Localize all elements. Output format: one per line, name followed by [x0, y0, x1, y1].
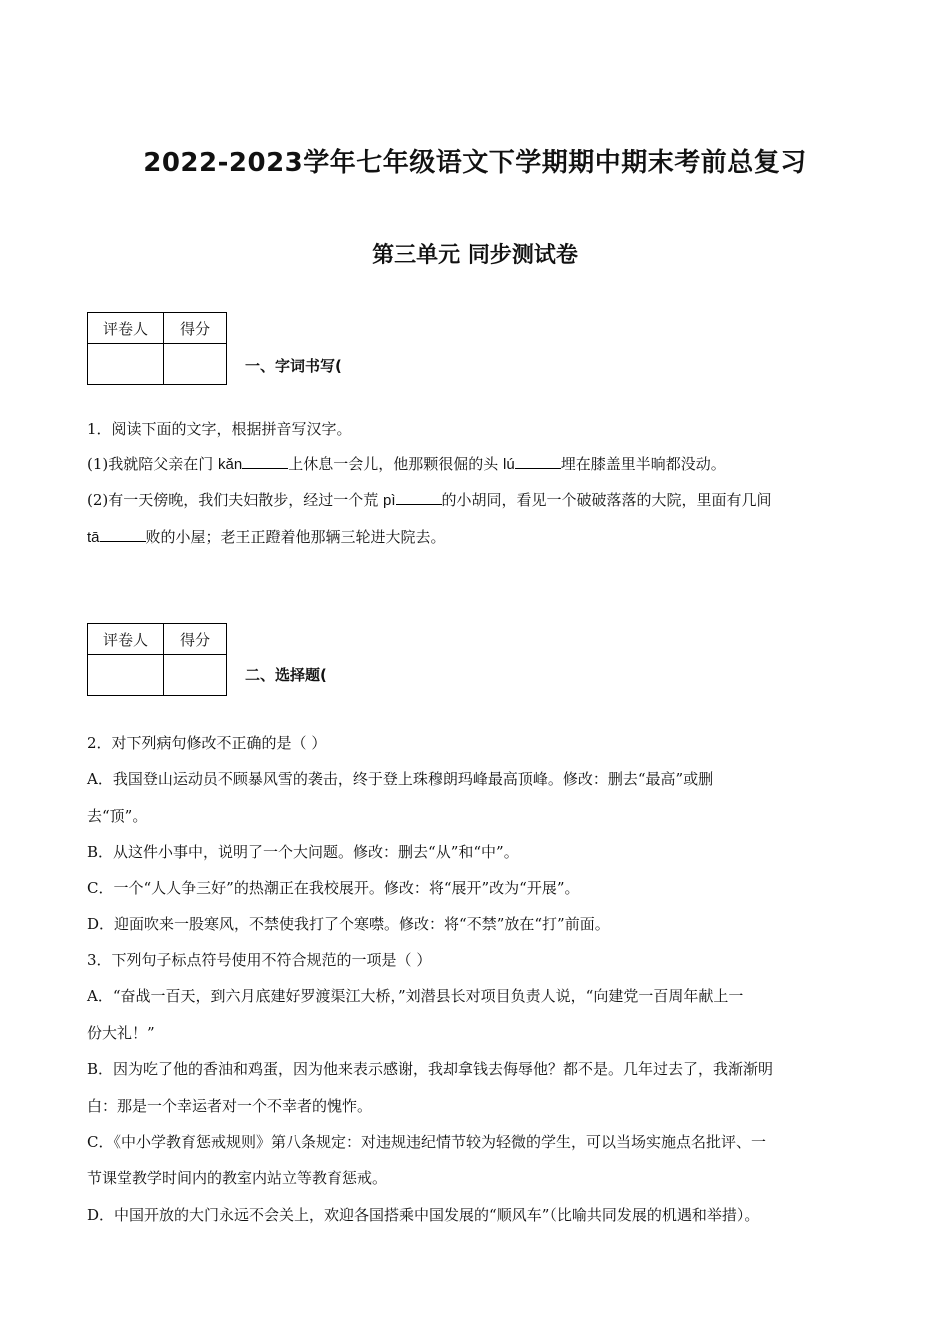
q3-stem: 3．下列句子标点符号使用不符合规范的一项是（ ） — [87, 951, 432, 969]
q1-l1-text-a: (1)我就陪父亲在门 — [87, 455, 219, 473]
score-cell[interactable] — [164, 344, 227, 385]
grader-cell[interactable] — [88, 344, 164, 385]
q1-line-3 — [87, 527, 446, 548]
q2-option-a-2: 去“顶”。 — [87, 807, 148, 825]
q2-stem: 2．对下列病句修改不正确的是（ ） — [87, 734, 327, 752]
q1-pinyin-lu: lú — [503, 456, 515, 473]
q2-option-b: B．从这件小事中，说明了一个大问题。修改：删去“从”和“中”。 — [87, 843, 519, 861]
page-title: 2022-2023学年七年级语文下学期期中期末考前总复习 — [143, 148, 807, 178]
score-header: 得分 — [164, 624, 227, 655]
score-cell[interactable] — [164, 655, 227, 696]
q2-option-d: D．迎面吹来一股寒风，不禁使我打了个寒噤。修改：将“不禁”放在“打”前面。 — [87, 915, 610, 933]
q1-line-1 — [87, 454, 726, 475]
grader-header: 评卷人 — [88, 624, 164, 655]
q2-option-a-1: A．我国登山运动员不顾暴风雪的袭击，终于登上珠穆朗玛峰最高顶峰。修改：删去“最高”或删 — [87, 770, 714, 788]
section-heading-2: 二、选择题( — [245, 666, 327, 684]
q1-stem: 1．阅读下面的文字，根据拼音写汉字。 — [87, 420, 352, 438]
section-heading-1: 一、字词书写( — [245, 357, 342, 375]
score-header: 得分 — [164, 313, 227, 344]
q1-pinyin-ta: tā — [87, 529, 100, 546]
q1-pinyin-kan: kǎn — [218, 456, 243, 473]
q3-option-c-2: 节课堂教学时间内的教室内站立等教育惩戒。 — [87, 1169, 388, 1187]
q1-l1-text-b: 上休息一会儿，他那颗很倔的头 — [288, 455, 503, 473]
q3-option-a-1: A．“奋战一百天，到六月底建好罗渡渠江大桥，”刘潜县长对项目负责人说，“向建党一百周年献上一 — [87, 987, 744, 1005]
q2-option-c: C．一个“人人争三好”的热潮正在我校展开。修改：将“展开”改为“开展”。 — [87, 879, 580, 897]
q3-option-a-2: 份大礼！” — [87, 1024, 155, 1042]
q1-line-2 — [87, 490, 772, 511]
page-subtitle: 第三单元 同步测试卷 — [372, 243, 578, 268]
q3-option-c-1: C．《中小学教育惩戒规则》第八条规定：对违规违纪情节较为轻微的学生，可以当场实施点名批评、一 — [87, 1133, 766, 1151]
q1-blank-4[interactable] — [100, 527, 146, 542]
q1-pinyin-pi: pì — [383, 492, 396, 509]
grader-header: 评卷人 — [88, 313, 164, 344]
q1-blank-2[interactable] — [515, 454, 561, 469]
q1-l2-text-a: (2)有一天傍晚，我们夫妇散步，经过一个荒 — [87, 491, 384, 509]
grader-cell[interactable] — [88, 655, 164, 696]
score-table-2 — [87, 623, 227, 696]
q1-blank-1[interactable] — [242, 454, 288, 469]
q3-option-b-2: 白：那是一个幸运者对一个不幸者的愧怍。 — [87, 1097, 373, 1115]
q3-option-d: D．中国开放的大门永远不会关上，欢迎各国搭乘中国发展的“顺风车”（比喻共同发展的机遇和举措）。 — [87, 1206, 760, 1224]
score-table-1 — [87, 312, 227, 385]
q1-blank-3[interactable] — [396, 490, 442, 505]
q1-l1-text-c: 埋在膝盖里半晌都没动。 — [560, 455, 726, 473]
q1-l3-text-b: 败的小屋；老王正蹬着他那辆三轮进大院去。 — [145, 528, 446, 546]
q3-option-b-1: B．因为吃了他的香油和鸡蛋，因为他来表示感谢，我却拿钱去侮辱他？都不是。几年过去了，我渐渐明 — [87, 1060, 774, 1078]
q1-l2-text-b: 的小胡同，看见一个破破落落的大院，里面有几间 — [441, 491, 772, 509]
